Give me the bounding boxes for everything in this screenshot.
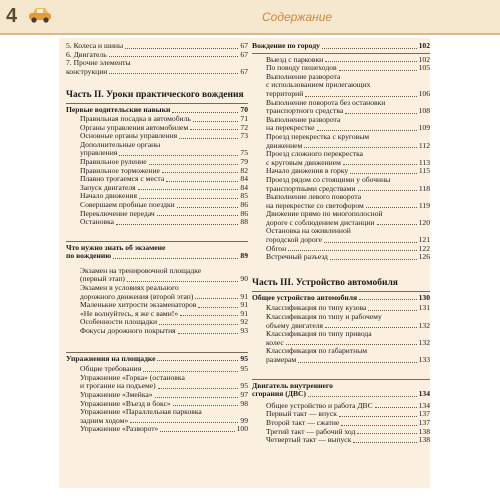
- toc-entry[interactable]: Обгон 122: [266, 243, 430, 253]
- toc-entry[interactable]: Совершаем пробные поездки 86: [80, 199, 248, 209]
- toc-entry[interactable]: транспортного средства 108: [266, 106, 430, 116]
- toc-entry[interactable]: Классификация по типу привода: [266, 329, 372, 339]
- toc-entry[interactable]: Правильное руление 79: [80, 156, 248, 166]
- toc-entry[interactable]: с использованием прилегающих: [266, 80, 371, 90]
- toc-entry[interactable]: 7. Прочие элементы: [66, 58, 131, 68]
- toc-entry[interactable]: Органы управления автомобилем 72: [80, 122, 248, 132]
- toc-entry[interactable]: Упражнение «Въезд в бокс» 98: [80, 398, 248, 408]
- toc-entry[interactable]: Основные органы управления 73: [80, 131, 248, 141]
- toc-entry[interactable]: Плавно трогаемся с места 84: [80, 174, 248, 184]
- part-title: Часть II. Уроки практического вождения: [66, 90, 244, 101]
- toc-entry[interactable]: По поводу пешеходов 105: [266, 63, 430, 73]
- divider: [252, 379, 430, 380]
- toc-entry[interactable]: Классификация по типу и рабочему: [266, 312, 382, 322]
- toc-entry[interactable]: задним ходом» 99: [80, 415, 248, 425]
- toc-entry[interactable]: Движение прямо по многополосной: [266, 209, 383, 219]
- toc-entry[interactable]: Остановка на оживленной: [266, 226, 351, 236]
- toc-entry[interactable]: и трогание на подъеме) 95: [80, 381, 248, 391]
- toc-entry[interactable]: территорий 106: [266, 88, 430, 98]
- toc-entry[interactable]: Выполнение левого поворота: [266, 192, 362, 202]
- toc-entry[interactable]: Остановка 88: [80, 217, 248, 227]
- toc-entry[interactable]: дороге с соблюдением дистанции 120: [266, 217, 430, 227]
- toc-right-column: [252, 42, 430, 445]
- toc-entry[interactable]: Встречный разъезд 126: [266, 252, 430, 262]
- toc-entry[interactable]: Упражнение «Разворот» 100: [80, 424, 248, 434]
- toc-entry[interactable]: Запуск двигателя 84: [80, 182, 248, 192]
- car-icon: [27, 6, 53, 24]
- toc-entry[interactable]: Проезд рядом со стоящими у обочины: [266, 174, 391, 184]
- toc-section[interactable]: по вождению 89: [66, 251, 248, 261]
- toc-entry[interactable]: Маленькие хитрости экзаменаторов 91: [80, 300, 248, 310]
- toc-section-title: Что нужно знать об экзамене: [66, 242, 166, 252]
- toc-entry[interactable]: транспортными средствами 118: [266, 183, 430, 193]
- toc-entry[interactable]: движением 112: [266, 140, 430, 150]
- toc-entry[interactable]: Переключение передач 86: [80, 208, 248, 218]
- toc-entry[interactable]: управления 75: [80, 148, 248, 158]
- toc-entry[interactable]: Выезд с парковки 102: [266, 54, 430, 64]
- toc-entry[interactable]: Упражнение «Параллельная парковка: [80, 407, 202, 417]
- toc-entry[interactable]: Классификация по типу кузова 131: [266, 303, 430, 313]
- toc-entry[interactable]: Четвертый такт — выпуск 138: [266, 435, 430, 445]
- toc-section[interactable]: Вождение по городу 102: [252, 41, 430, 50]
- toc-left-column: [66, 42, 248, 434]
- toc-entry[interactable]: размерам 133: [266, 355, 430, 364]
- toc-entry[interactable]: Проезд перекрестка с круговым: [266, 131, 370, 141]
- toc-section[interactable]: Общее устройство автомобиля 130: [252, 292, 430, 302]
- toc-entry[interactable]: на перекрестке со светофором 119: [266, 200, 430, 210]
- header-bar: [0, 0, 500, 33]
- divider: [66, 352, 248, 353]
- toc-entry[interactable]: Особенности площадки 92: [80, 317, 248, 327]
- toc-entry[interactable]: Дополнительные органы: [80, 139, 161, 149]
- header-divider: [0, 33, 500, 35]
- toc-entry[interactable]: конструкции 67: [66, 66, 248, 76]
- toc-entry[interactable]: Правильная посадка в автомобиль 71: [80, 113, 248, 123]
- toc-entry[interactable]: Выполнение поворота без остановки: [266, 97, 386, 107]
- toc-entry[interactable]: Экзамен на тренировочной площадке: [80, 265, 202, 275]
- toc-entry[interactable]: Упражнение «Горка» (остановка: [80, 372, 185, 382]
- toc-entry[interactable]: Проезд сложного перекрестка: [266, 149, 364, 159]
- toc-entry[interactable]: (первый этап) 90: [80, 274, 248, 284]
- toc-entry[interactable]: Правильное торможение 82: [80, 165, 248, 175]
- toc-entry[interactable]: городской дороге 121: [266, 235, 430, 245]
- toc-entry[interactable]: Экзамен в условиях реального: [80, 283, 179, 293]
- part-title: Часть III. Устройство автомобиля: [252, 277, 398, 288]
- toc-entry[interactable]: 6. Двигатель 67: [66, 49, 248, 59]
- toc-section[interactable]: Упражнения на площадке 95: [66, 353, 248, 363]
- toc-entry[interactable]: «Не волнуйтесь, я же с вами!» 91: [80, 308, 248, 318]
- toc-entry[interactable]: колес 132: [266, 337, 430, 347]
- divider: [252, 291, 430, 292]
- divider: [66, 241, 248, 242]
- toc-entry[interactable]: Классификация по габаритным: [266, 346, 368, 356]
- toc-entry[interactable]: на перекрестке 109: [266, 123, 430, 133]
- toc-entry[interactable]: Выполнение разворота: [266, 114, 341, 124]
- page-number: 4: [6, 5, 18, 27]
- toc-section-title: Двигатель внутреннего: [252, 380, 333, 390]
- toc-entry[interactable]: Второй такт — сжатие 137: [266, 417, 430, 427]
- toc-section[interactable]: сгорания (ДВС) 134: [252, 389, 430, 399]
- toc-entry[interactable]: 5. Колеса и шины 67: [66, 41, 248, 50]
- toc-entry[interactable]: Начало движения 85: [80, 191, 248, 201]
- toc-entry[interactable]: Фокусы дорожного покрытия 93: [80, 326, 248, 336]
- divider: [252, 53, 430, 54]
- divider: [66, 103, 248, 104]
- toc-entry[interactable]: Выполнение разворота: [266, 71, 341, 81]
- toc-entry[interactable]: Третий такт — рабочий ход 138: [266, 426, 430, 436]
- toc-section[interactable]: Первые водительские навыки 70: [66, 105, 248, 115]
- toc-entry[interactable]: объему двигателя 132: [266, 320, 430, 330]
- toc-entry[interactable]: Общие требования 95: [80, 364, 248, 374]
- toc-entry[interactable]: дорожного движения (второй этап) 91: [80, 291, 248, 301]
- toc-entry[interactable]: Упражнение «Змейка» 97: [80, 390, 248, 399]
- toc-entry[interactable]: Первый такт — впуск 137: [266, 409, 430, 419]
- toc-entry[interactable]: Общее устройство и работа ДВС 134: [266, 400, 430, 410]
- toc-entry[interactable]: Начало движения в горку 115: [266, 166, 430, 176]
- toc-entry[interactable]: с круговым движением 113: [266, 157, 430, 167]
- header-title: Содержание: [262, 10, 333, 24]
